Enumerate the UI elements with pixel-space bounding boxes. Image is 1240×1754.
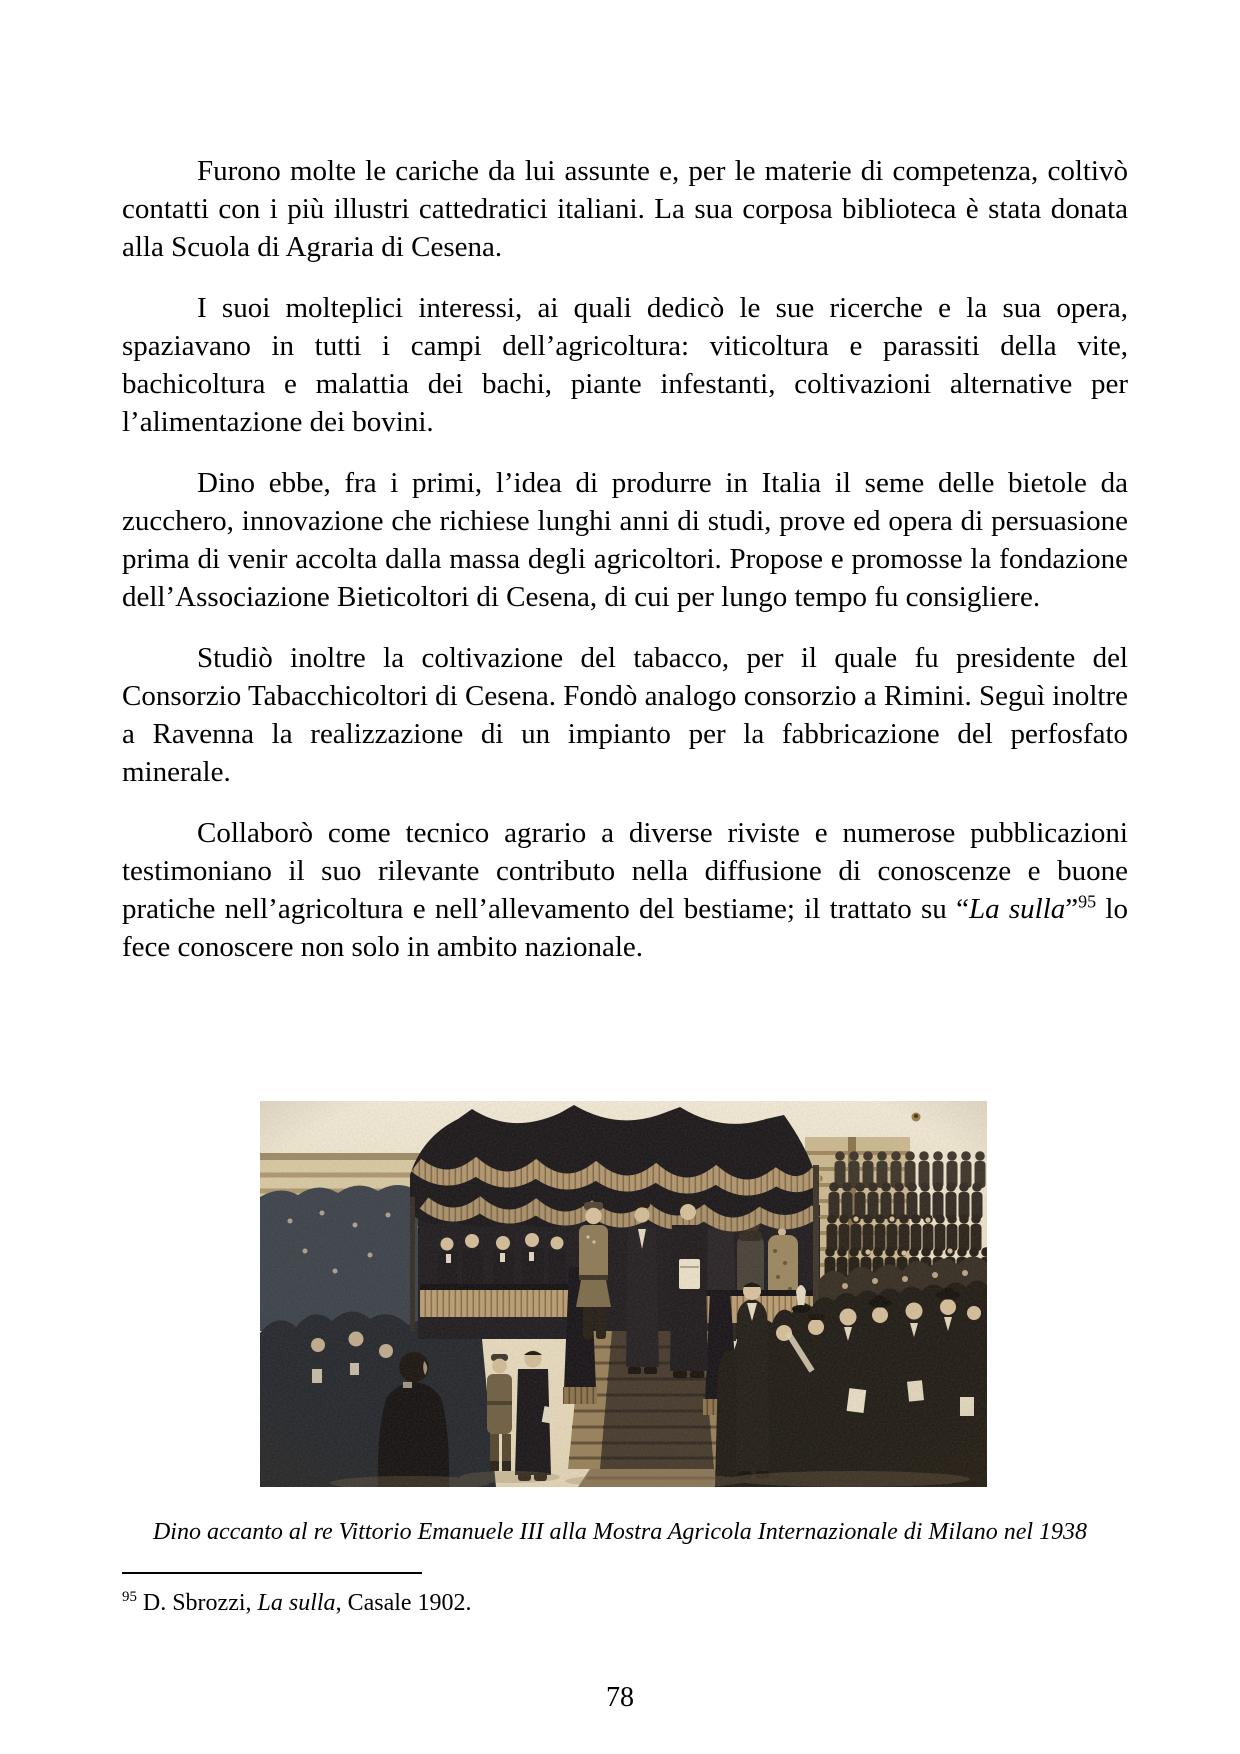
footnote-marker: 95 bbox=[122, 1589, 137, 1605]
paragraph-5-text: Collaborò come tecnico agrario a diverse riviste e numerose pubblicazioni testimoniano il suo rilevante contributo nella diffusione di conoscenze e buone pratiche nell’agricoltura e nell’allevamento del bestiame; il trattato su “ bbox=[122, 817, 1128, 925]
paragraph-3: Dino ebbe, fra i primi, l’idea di produrre in Italia il seme delle bietole da zucchero, innovazione che richiese lunghi anni di studi, prove ed opera di persuasione prima di venir accolta dalla massa degli agricoltori. Propose e promosse la fondazione dell’Associazione Bieticoltori di Cesena, di cui per lungo tempo fu consigliere. bbox=[122, 467, 1128, 613]
figure-caption: Dino accanto al re Vittorio Emanuele III alla Mostra Agricola Internazionale di Milano nel 1938 bbox=[152, 1519, 1088, 1545]
body-text bbox=[122, 152, 1128, 989]
footnote-text: D. Sbrozzi, bbox=[136, 1590, 258, 1616]
footnote-separator bbox=[122, 1572, 422, 1574]
paragraph-5-text-end: lo fece conoscere non solo in ambito nazionale. bbox=[122, 893, 1128, 963]
footnote-text-end: , Casale 1902. bbox=[335, 1590, 472, 1616]
photo-figure bbox=[260, 1101, 987, 1487]
footnote-book-title: La sulla bbox=[257, 1590, 336, 1616]
footnote bbox=[122, 1588, 982, 1619]
historical-photo bbox=[260, 1101, 987, 1487]
book-title-inline: La sulla bbox=[968, 893, 1066, 925]
paragraph-2: I suoi molteplici interessi, ai quali dedicò le sue ricerche e la sua opera, spaziavano in tutti i campi dell’agricoltura: viticoltura e parassiti della vite, bachicoltura e malattia dei bachi, piante infestanti, coltivazioni alternative per l’alimentazione dei bovini. bbox=[122, 292, 1128, 438]
paragraph-5 bbox=[122, 814, 1128, 966]
paragraph-4: Studiò inoltre la coltivazione del tabacco, per il quale fu presidente del Consorzio Tabacchicoltori di Cesena. Fondò analogo consorzio a Rimini. Seguì inoltre a Ravenna la realizzazione di un impianto per la fabbricazione del perfosfato minerale. bbox=[122, 642, 1128, 788]
paragraph-1: Furono molte le cariche da lui assunte e, per le materie di competenza, coltivò contatti con i più illustri cattedratici italiani. La sua corposa biblioteca è stata donata alla Scuola di Agraria di Cesena. bbox=[122, 155, 1128, 263]
closing-quote: ” bbox=[1065, 893, 1079, 925]
footnote-reference: 95 bbox=[1078, 891, 1097, 912]
page-number: 78 bbox=[606, 1682, 634, 1713]
